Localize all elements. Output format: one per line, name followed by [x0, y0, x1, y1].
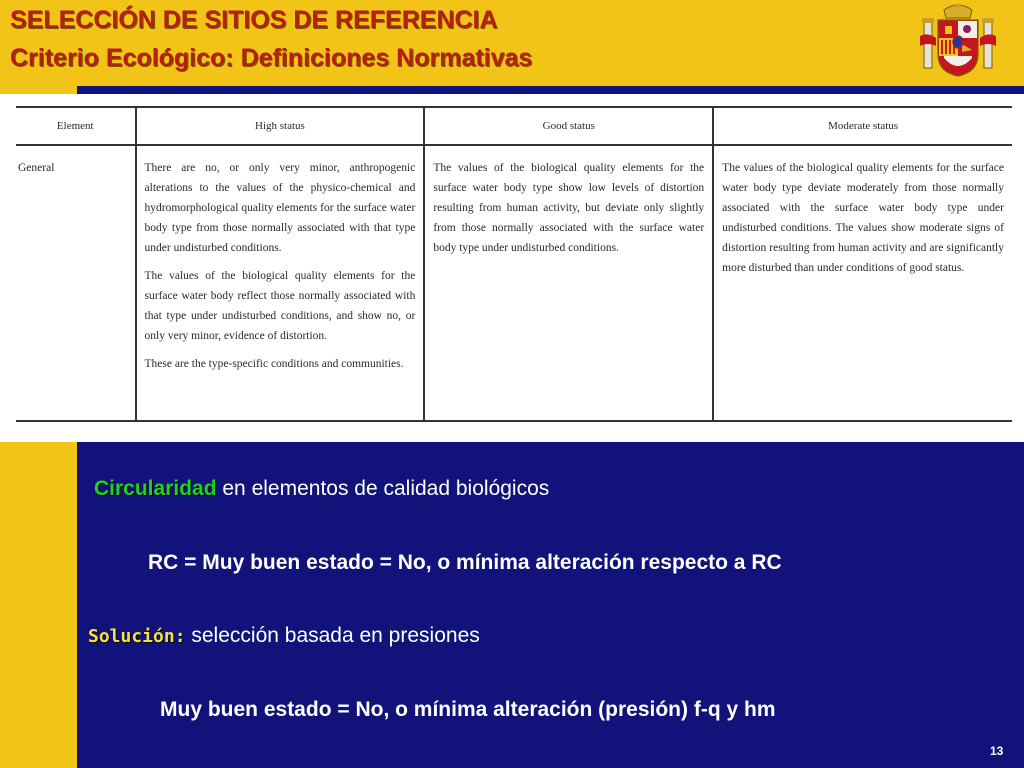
- cell-high-status: [136, 145, 425, 421]
- high-status-paragraph-2: The values of the biological quality elements for the surface water body reflect those normally associated with that type under undisturbed conditions, and show no, or only very minor, evidence of distortion.: [144, 270, 416, 342]
- high-status-paragraph-3: These are the type-specific conditions and communities.: [144, 358, 404, 370]
- slide-subtitle: Criterio Ecológico: Definiciones Normativas: [10, 44, 533, 72]
- column-header-high-status: High status: [136, 107, 425, 145]
- high-status-paragraph-1: There are no, or only very minor, anthropogenic alterations to the values of the physico-chemical and hydromorphological quality elements for the surface water body type from those normally associated with that type under undisturbed conditions.: [144, 162, 416, 254]
- slide-title: SELECCIÓN DE SITIOS DE REFERENCIA: [10, 6, 498, 34]
- solucion-label: Solución:: [88, 626, 186, 647]
- column-header-good-status: Good status: [424, 107, 713, 145]
- table-header-row: [16, 107, 1012, 145]
- table-row: [16, 145, 1012, 421]
- header-divider: [77, 86, 1024, 94]
- solucion-text: selección basada en presiones: [185, 624, 480, 647]
- normative-definitions-table: [16, 106, 1012, 422]
- cell-good-status: The values of the biological quality elements for the surface water body type show low levels of distortion resulting from human activity, but deviate only slightly from those normally associated with the surface water body type under undisturbed conditions.: [424, 145, 713, 421]
- solucion-line: [88, 624, 480, 648]
- final-definition-line: Muy buen estado = No, o mínima alteración (presión) f-q y hm: [160, 698, 776, 721]
- circularidad-line: [94, 477, 549, 501]
- document-excerpt: [0, 94, 1024, 442]
- column-header-element: Element: [16, 107, 136, 145]
- circularidad-text: en elementos de calidad biológicos: [216, 477, 550, 500]
- spain-coat-of-arms-icon: [918, 2, 998, 80]
- page-number: 13: [990, 744, 1004, 758]
- circularidad-label: Circularidad: [94, 477, 217, 500]
- column-header-moderate-status: Moderate status: [713, 107, 1012, 145]
- rc-definition-line: RC = Muy buen estado = No, o mínima alteración respecto a RC: [148, 551, 782, 574]
- slide-header: [0, 0, 1024, 86]
- cell-element: General: [16, 145, 136, 421]
- cell-moderate-status: The values of the biological quality elements for the surface water body type deviate moderately from those normally associated with the surface water body type under undisturbed conditions. The values show moderate signs of distortion resulting from human activity and are significantly more disturbed than under conditions of good status.: [713, 145, 1012, 421]
